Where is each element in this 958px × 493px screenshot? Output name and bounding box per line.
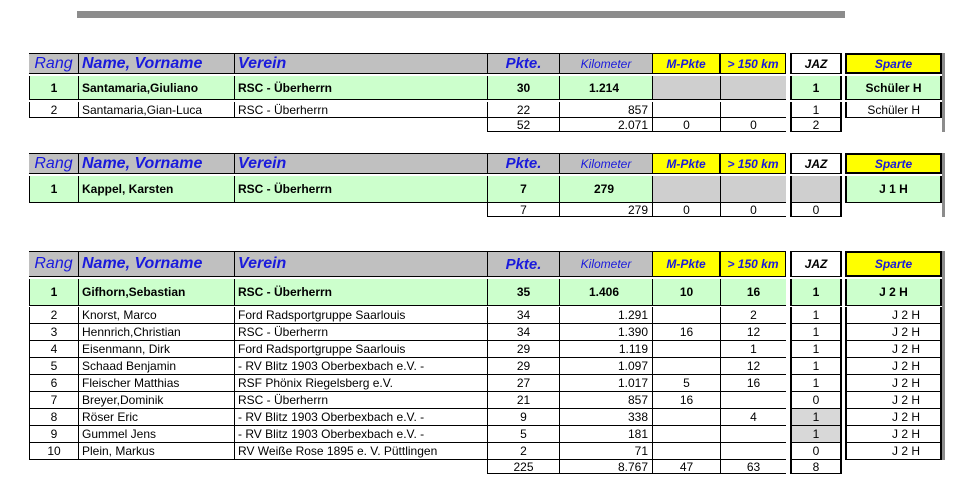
sum-pkte: 225: [487, 460, 559, 474]
cell-gt150: [720, 426, 786, 443]
header-gt150: > 150 km: [720, 251, 786, 277]
header-rang: Rang: [29, 53, 78, 74]
cell-mpkte: [652, 358, 720, 375]
cell-pkte: 34: [487, 307, 559, 324]
cell-rang: 3: [29, 324, 78, 341]
cell-mpkte: [652, 76, 720, 100]
header-verein: Verein: [234, 53, 487, 74]
cell-verein: - RV Blitz 1903 Oberbexbach e.V. -: [234, 409, 487, 426]
cell-jaz: 1: [790, 324, 842, 341]
header-km: Kilometer: [559, 53, 652, 74]
cell-rang: 1: [29, 279, 78, 306]
cell-gt150: 12: [720, 324, 786, 341]
cell-km: 181: [559, 426, 652, 443]
cell-name: Röser Eric: [78, 409, 234, 426]
cell-mpkte: [652, 176, 720, 203]
sum-km: 8.767: [559, 460, 652, 474]
cell-gt150: [720, 76, 786, 100]
cell-rang: 9: [29, 426, 78, 443]
cell-gt150: 16: [720, 279, 786, 306]
cell-gt150: [720, 102, 786, 118]
cell-jaz: 1: [790, 426, 842, 443]
sum-km: 279: [559, 203, 652, 217]
cell-mpkte: 16: [652, 392, 720, 409]
cell-sparte: J 2 H: [845, 341, 942, 358]
cell-gt150: 12: [720, 358, 786, 375]
cell-km: 1.406: [559, 279, 652, 306]
header-rang: Rang: [29, 153, 78, 174]
cell-rang: 7: [29, 392, 78, 409]
cell-name: Gummel Jens: [78, 426, 234, 443]
cell-jaz: 1: [790, 409, 842, 426]
header-km: Kilometer: [559, 251, 652, 277]
cell-jaz: 1: [790, 341, 842, 358]
cell-name: Plein, Markus: [78, 443, 234, 460]
cell-mpkte: [652, 341, 720, 358]
cell-pkte: 29: [487, 341, 559, 358]
cell-km: 857: [559, 102, 652, 118]
cell-pkte: 35: [487, 279, 559, 306]
sum-gt150: 0: [720, 118, 786, 132]
cell-pkte: 9: [487, 409, 559, 426]
cell-name: Breyer,Dominik: [78, 392, 234, 409]
header-verein: Verein: [234, 153, 487, 174]
cell-mpkte: [652, 426, 720, 443]
cell-sparte: Schüler H: [845, 76, 942, 100]
cell-rang: 5: [29, 358, 78, 375]
cell-name: Santamaria,Giuliano: [78, 76, 234, 100]
cell-km: 857: [559, 392, 652, 409]
sum-jaz: 0: [790, 203, 842, 217]
cell-mpkte: 10: [652, 279, 720, 306]
cell-verein: RV Weiße Rose 1895 e. V. Püttlingen: [234, 443, 487, 460]
cell-rang: 2: [29, 102, 78, 118]
cell-rang: 8: [29, 409, 78, 426]
cell-verein: RSC - Überherrn: [234, 392, 487, 409]
top-divider-bar: [77, 11, 845, 18]
cell-mpkte: [652, 102, 720, 118]
cell-sparte: Schüler H: [845, 102, 942, 118]
header-name: Name, Vorname: [78, 53, 234, 74]
header-mpkte: M-Pkte: [652, 53, 720, 74]
header-verein: Verein: [234, 251, 487, 277]
cell-mpkte: 5: [652, 375, 720, 392]
cell-pkte: 22: [487, 102, 559, 118]
header-jaz: JAZ: [790, 251, 842, 277]
cell-mpkte: 16: [652, 324, 720, 341]
header-sparte: Sparte: [845, 153, 942, 174]
cell-km: 1.119: [559, 341, 652, 358]
cell-verein: RSC - Überherrn: [234, 102, 487, 118]
cell-jaz: 1: [790, 76, 842, 100]
cell-mpkte: [652, 307, 720, 324]
cell-jaz: 1: [790, 102, 842, 118]
cell-jaz: 1: [790, 358, 842, 375]
cell-rang: 1: [29, 76, 78, 100]
table-shadow: [942, 153, 945, 217]
header-sparte: Sparte: [845, 53, 942, 74]
header-pkte: Pkte.: [487, 251, 559, 277]
sum-jaz: 2: [790, 118, 842, 132]
cell-km: 1.097: [559, 358, 652, 375]
cell-pkte: 29: [487, 358, 559, 375]
cell-verein: RSC - Überherrn: [234, 176, 487, 203]
cell-verein: - RV Blitz 1903 Oberbexbach e.V. -: [234, 358, 487, 375]
cell-mpkte: [652, 409, 720, 426]
cell-km: 279: [559, 176, 652, 203]
cell-name: Schaad Benjamin: [78, 358, 234, 375]
cell-pkte: 2: [487, 443, 559, 460]
cell-gt150: 16: [720, 375, 786, 392]
cell-verein: RSC - Überherrn: [234, 279, 487, 306]
cell-sparte: J 2 H: [845, 358, 942, 375]
cell-jaz: 1: [790, 307, 842, 324]
sum-gt150: 63: [720, 460, 786, 474]
header-mpkte: M-Pkte: [652, 153, 720, 174]
header-pkte: Pkte.: [487, 53, 559, 74]
cell-rang: 1: [29, 176, 78, 203]
cell-sparte: J 2 H: [845, 426, 942, 443]
cell-verein: Ford Radsportgruppe Saarlouis: [234, 307, 487, 324]
header-jaz: JAZ: [790, 53, 842, 74]
cell-sparte: J 2 H: [845, 324, 942, 341]
table-shadow: [942, 251, 945, 460]
cell-pkte: 5: [487, 426, 559, 443]
cell-name: Kappel, Karsten: [78, 176, 234, 203]
cell-jaz: [790, 176, 842, 203]
cell-pkte: 7: [487, 176, 559, 203]
cell-sparte: J 2 H: [845, 307, 942, 324]
cell-gt150: [720, 392, 786, 409]
cell-sparte: J 1 H: [845, 176, 942, 203]
cell-verein: RSF Phönix Riegelsberg e.V.: [234, 375, 487, 392]
cell-sparte: J 2 H: [845, 409, 942, 426]
header-mpkte: M-Pkte: [652, 251, 720, 277]
cell-gt150: 1: [720, 341, 786, 358]
sum-km: 2.071: [559, 118, 652, 132]
cell-rang: 4: [29, 341, 78, 358]
sum-pkte: 7: [487, 203, 559, 217]
sum-mpkte: 47: [652, 460, 720, 474]
cell-km: 1.390: [559, 324, 652, 341]
sum-mpkte: 0: [652, 203, 720, 217]
cell-rang: 10: [29, 443, 78, 460]
cell-gt150: [720, 443, 786, 460]
cell-sparte: J 2 H: [845, 443, 942, 460]
cell-sparte: J 2 H: [845, 375, 942, 392]
sum-pkte: 52: [487, 118, 559, 132]
header-jaz: JAZ: [790, 153, 842, 174]
cell-name: Gifhorn,Sebastian: [78, 279, 234, 306]
cell-jaz: 1: [790, 375, 842, 392]
cell-verein: Ford Radsportgruppe Saarlouis: [234, 341, 487, 358]
cell-gt150: 4: [720, 409, 786, 426]
cell-km: 338: [559, 409, 652, 426]
cell-mpkte: [652, 443, 720, 460]
sum-mpkte: 0: [652, 118, 720, 132]
header-gt150: > 150 km: [720, 153, 786, 174]
header-rang: Rang: [29, 251, 78, 277]
header-pkte: Pkte.: [487, 153, 559, 174]
cell-pkte: 27: [487, 375, 559, 392]
cell-gt150: [720, 176, 786, 203]
cell-pkte: 30: [487, 76, 559, 100]
cell-pkte: 21: [487, 392, 559, 409]
cell-verein: - RV Blitz 1903 Oberbexbach e.V. -: [234, 426, 487, 443]
cell-name: Fleischer Matthias: [78, 375, 234, 392]
header-gt150: > 150 km: [720, 53, 786, 74]
cell-name: Eisenmann, Dirk: [78, 341, 234, 358]
cell-verein: RSC - Überherrn: [234, 324, 487, 341]
cell-jaz: 0: [790, 392, 842, 409]
header-name: Name, Vorname: [78, 251, 234, 277]
cell-jaz: 1: [790, 279, 842, 306]
header-name: Name, Vorname: [78, 153, 234, 174]
cell-gt150: 2: [720, 307, 786, 324]
sum-gt150: 0: [720, 203, 786, 217]
cell-rang: 2: [29, 307, 78, 324]
cell-km: 1.214: [559, 76, 652, 100]
table-shadow: [942, 53, 945, 132]
sum-jaz: 8: [790, 460, 842, 474]
cell-km: 1.291: [559, 307, 652, 324]
header-km: Kilometer: [559, 153, 652, 174]
cell-name: Knorst, Marco: [78, 307, 234, 324]
cell-pkte: 34: [487, 324, 559, 341]
cell-rang: 6: [29, 375, 78, 392]
header-sparte: Sparte: [845, 251, 942, 277]
cell-verein: RSC - Überherrn: [234, 76, 487, 100]
cell-name: Santamaria,Gian-Luca: [78, 102, 234, 118]
cell-jaz: 0: [790, 443, 842, 460]
cell-km: 71: [559, 443, 652, 460]
cell-sparte: J 2 H: [845, 279, 942, 306]
cell-sparte: J 2 H: [845, 392, 942, 409]
cell-name: Hennrich,Christian: [78, 324, 234, 341]
cell-km: 1.017: [559, 375, 652, 392]
